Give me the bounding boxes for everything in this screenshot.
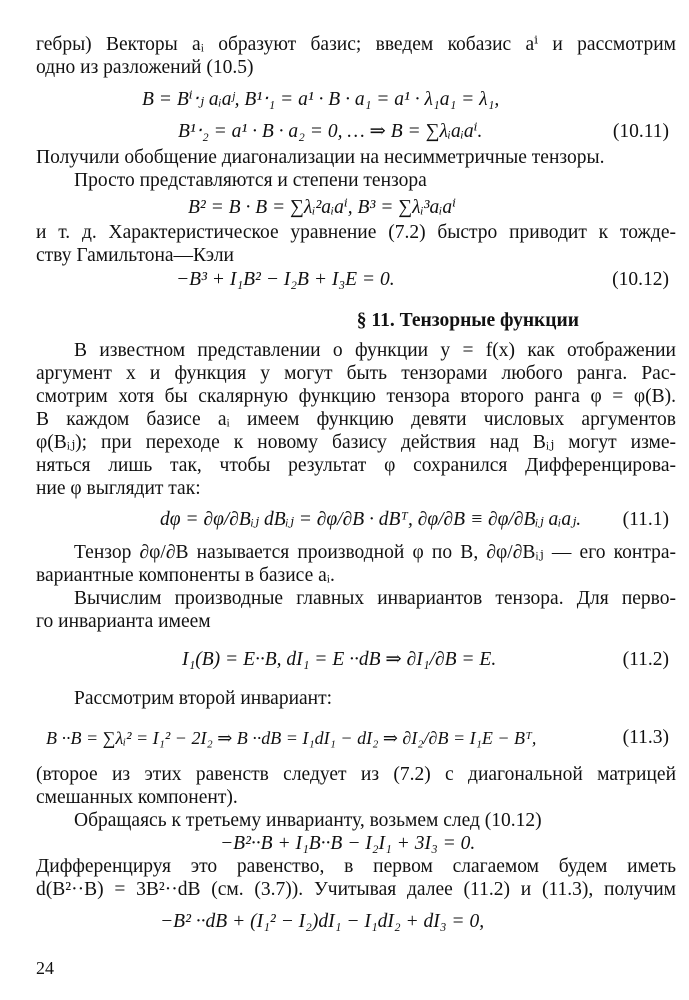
equation-11-3: B ··B = ∑λᵢ² = I₁² − 2I₂ ⇒ B ··dB = I₁dI₁ − dI₂ ⇒ ∂I₂/∂B = I₁E − Bᵀ,: [46, 728, 537, 748]
equation-number: (10.12): [612, 269, 669, 290]
equation-11-1: dφ = ∂φ/∂Bᵢⱼ dBᵢⱼ = ∂φ/∂B · dBᵀ, ∂φ/∂B ≡ ∂φ/∂Bᵢⱼ aᵢaⱼ.: [160, 509, 582, 530]
text-line: смешанных компонент).: [36, 787, 238, 808]
equation-11-2: I₁(B) = E··B, dI₁ = E ··dB ⇒ ∂I₁/∂B = E.: [182, 649, 497, 670]
equation-10-11-part2: B¹‧₂ = a¹ · B · a₂ = 0, … ⇒ B = ∑λᵢaᵢaⁱ.: [178, 121, 483, 142]
text-line: φ(Bᵢⱼ); при переходе к новому базису действия над Bᵢⱼ могут изме-: [36, 432, 676, 453]
equation-10-11-part1: B = Bⁱ‧ⱼ aᵢaʲ, B¹‧₁ = a¹ · B · a₁ = a¹ · λ₁a₁ = λ₁,: [142, 89, 500, 110]
text-line: Просто представляются и степени тензора: [74, 170, 427, 191]
equation-tensor-powers: B² = B · B = ∑λᵢ²aᵢaⁱ, B³ = ∑λᵢ³aᵢaⁱ: [188, 197, 457, 218]
text-line: Тензор ∂φ/∂B называется производной φ по B, ∂φ/∂Bᵢⱼ — его контра-: [74, 542, 676, 563]
text-line: (второе из этих равенств следует из (7.2) с диагональной матрицей: [36, 764, 676, 785]
text-line: няться лишь так, чтобы результат φ сохранился Дифференцирова-: [36, 455, 676, 476]
equation-trace: −B²··B + I₁B··B − I₂I₁ + 3I₃ = 0.: [220, 833, 476, 854]
text-line: d(B²··B) = 3B²··dB (см. (3.7)). Учитывая далее (11.2) и (11.3), получим: [36, 879, 676, 900]
text-line: аргумент x и функция y могут быть тензорами любого ранга. Рас-: [36, 363, 676, 384]
equation-number: (11.1): [622, 509, 669, 530]
equation-number: (11.3): [622, 727, 669, 748]
equation-final: −B² ··dB + (I₁² − I₂)dI₁ − I₁dI₂ + dI₃ = 0,: [160, 911, 485, 932]
text-line: Дифференцируя это равенство, в первом слагаемом будем иметь: [36, 856, 676, 877]
text-line: смотрим хотя бы скалярную функцию тензора второго ранга φ = φ(B).: [36, 386, 676, 407]
text-line: Рассмотрим второй инвариант:: [74, 688, 333, 709]
text-line: ние φ выглядит так:: [36, 478, 201, 499]
text-line: Обращаясь к третьему инварианту, возьмем след (10.12): [74, 810, 542, 831]
text-line: Получили обобщение диагонализации на несимметричные тензоры.: [36, 147, 605, 168]
equation-10-12: −B³ + I₁B² − I₂B + I₃E = 0.: [176, 269, 395, 290]
text-line: Вычислим производные главных инвариантов тензора. Для перво-: [74, 588, 676, 609]
text-line: го инварианта имеем: [36, 611, 211, 632]
section-heading: § 11. Тензорные функции: [356, 310, 579, 331]
text-line: одно из разложений (10.5): [36, 57, 254, 78]
text-line: В известном представлении о функции y = f(x) как отображении: [74, 340, 676, 361]
text-line: В каждом базисе aᵢ имеем функцию девяти числовых аргументов: [36, 409, 676, 430]
text-line: ству Гамильтона—Кэли: [36, 245, 234, 266]
equation-number: (11.2): [622, 649, 669, 670]
equation-number: (10.11): [612, 121, 669, 142]
text-line: и т. д. Характеристическое уравнение (7.2) быстро приводит к тожде-: [36, 222, 676, 243]
text-line: вариантные компоненты в базисе aᵢ.: [36, 565, 335, 586]
text-line: гебры) Векторы aᵢ образуют базис; введем кобазис aⁱ и рассмотрим: [36, 34, 676, 55]
page-number: 24: [36, 958, 54, 978]
